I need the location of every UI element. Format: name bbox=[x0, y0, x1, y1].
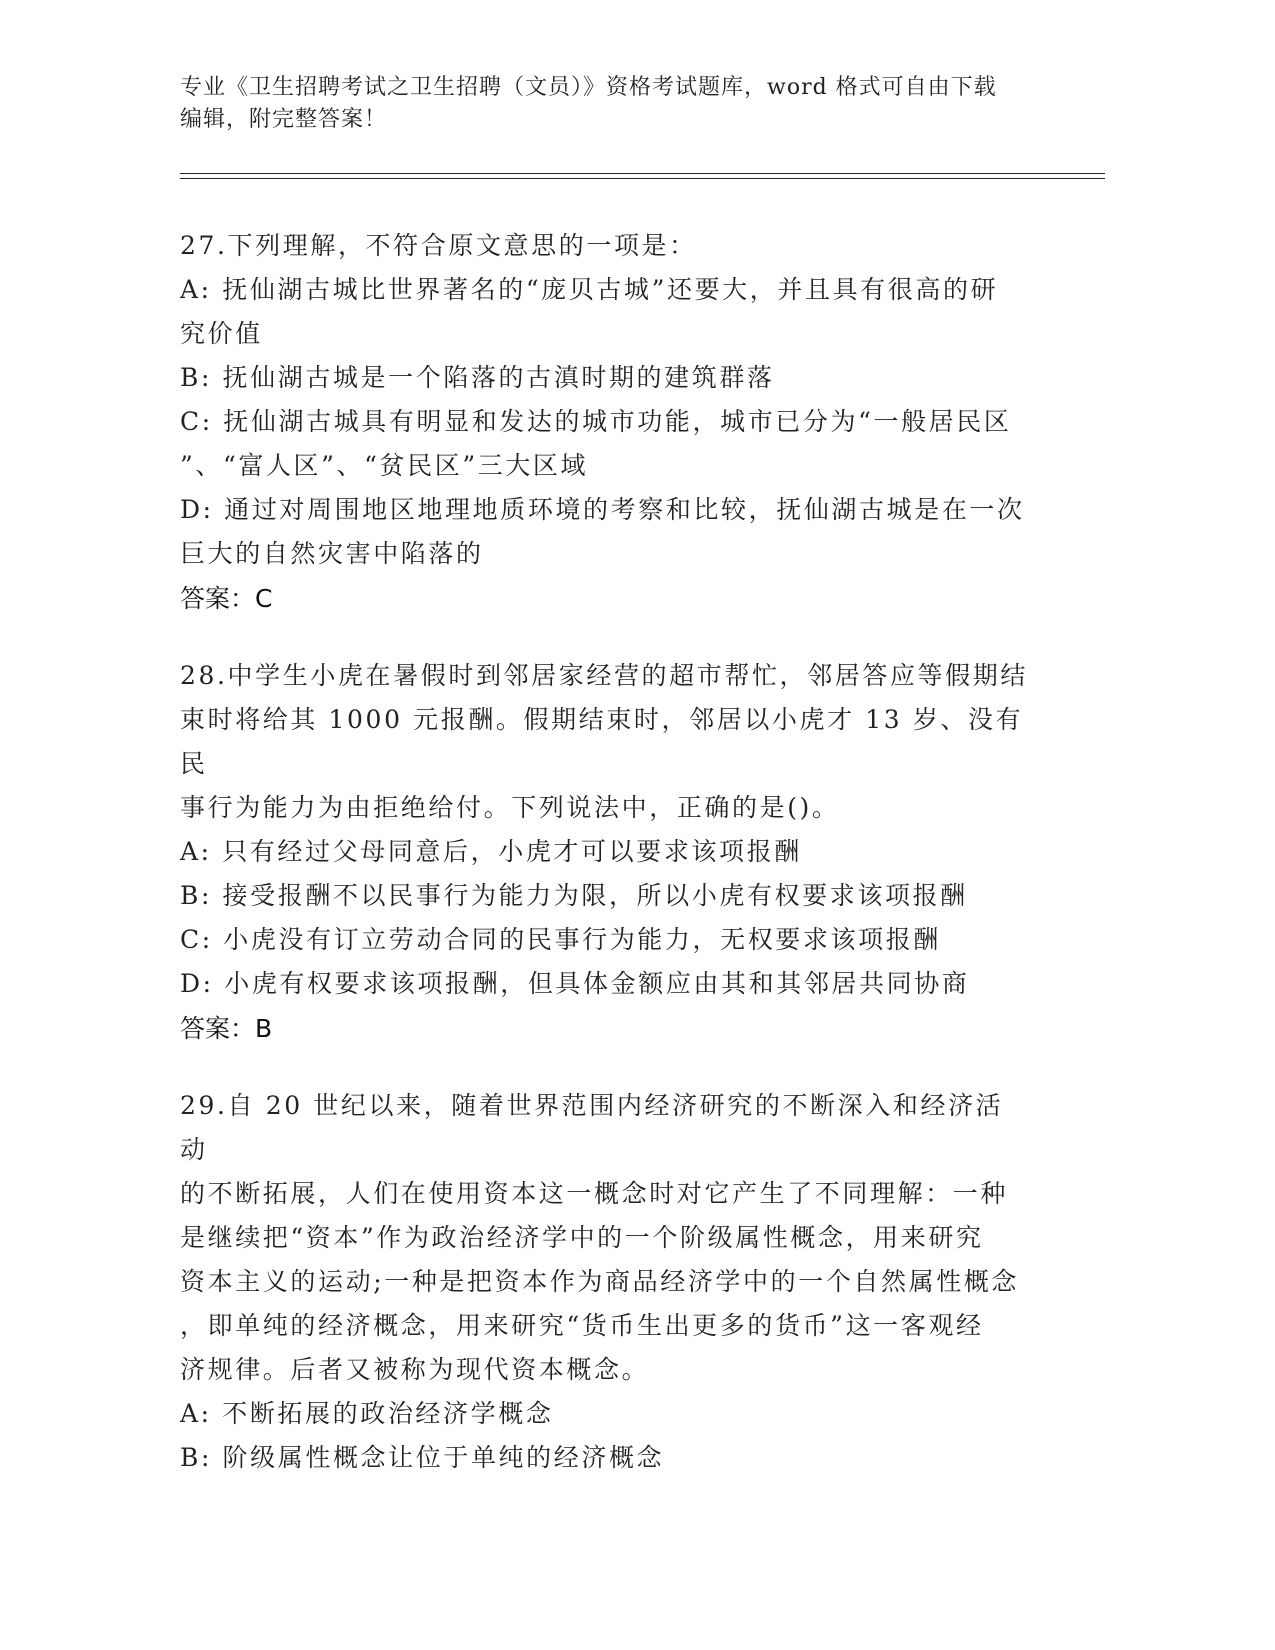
option-d: D: 通过对周围地区地理地质环境的考察和比较，抚仙湖古城是在一次 bbox=[180, 495, 1025, 524]
header-divider-bottom bbox=[180, 178, 1105, 179]
question-28 bbox=[180, 654, 1030, 1052]
answer-label: 答案：B bbox=[180, 1014, 273, 1043]
option-b: B: 接受报酬不以民事行为能力为限，所以小虎有权要求该项报酬 bbox=[180, 881, 968, 910]
option-a: A: 只有经过父母同意后，小虎才可以要求该项报酬 bbox=[180, 837, 802, 866]
question-line: ，即单纯的经济概念，用来研究“货币生出更多的货币”这一客观经 bbox=[180, 1311, 984, 1340]
question-line: 事行为能力为由拒绝给付。下列说法中，正确的是()。 bbox=[180, 793, 840, 822]
answer-label: 答案：C bbox=[180, 584, 273, 613]
question-27 bbox=[180, 224, 1030, 622]
option-d-continued: 巨大的自然灾害中陷落的 bbox=[180, 539, 484, 568]
question-line: 济规律。后者又被称为现代资本概念。 bbox=[180, 1355, 650, 1384]
question-list bbox=[180, 224, 1030, 1512]
question-line: 29.自 20 世纪以来，随着世界范围内经济研究的不断深入和经济活动 bbox=[180, 1091, 1004, 1164]
option-c: C: 抚仙湖古城具有明显和发达的城市功能，城市已分为“一般居民区 bbox=[180, 407, 1012, 436]
header-line-1: 专业《卫生招聘考试之卫生招聘（文员）》资格考试题库，word 格式可自由下载 bbox=[180, 75, 997, 100]
option-b: B: 阶级属性概念让位于单纯的经济概念 bbox=[180, 1443, 665, 1472]
question-line: 是继续把“资本”作为政治经济学中的一个阶级属性概念，用来研究 bbox=[180, 1223, 984, 1252]
option-b: B: 抚仙湖古城是一个陷落的古滇时期的建筑群落 bbox=[180, 363, 775, 392]
question-line: 束时将给其 1000 元报酬。假期结束时，邻居以小虎才 13 岁、没有民 bbox=[180, 705, 1024, 778]
option-a: A: 不断拓展的政治经济学概念 bbox=[180, 1399, 554, 1428]
question-line: 28.中学生小虎在暑假时到邻居家经营的超市帮忙，邻居答应等假期结 bbox=[180, 661, 1028, 690]
option-c-continued: ”、“富人区”、“贫民区”三大区域 bbox=[180, 451, 589, 480]
question-line: 资本主义的运动;一种是把资本作为商品经济学中的一个自然属性概念 bbox=[180, 1267, 1020, 1296]
header-line-2: 编辑，附完整答案！ bbox=[180, 107, 388, 132]
header-divider-top bbox=[180, 173, 1105, 174]
question-line: 27.下列理解，不符合原文意思的一项是： bbox=[180, 231, 697, 260]
option-d: D: 小虎有权要求该项报酬，但具体金额应由其和其邻居共同协商 bbox=[180, 969, 970, 998]
document-header bbox=[180, 72, 1060, 136]
option-a: A: 抚仙湖古城比世界著名的“庞贝古城”还要大，并且具有很高的研 bbox=[180, 275, 999, 304]
option-c: C: 小虎没有订立劳动合同的民事行为能力，无权要求该项报酬 bbox=[180, 925, 941, 954]
question-line: 的不断拓展，人们在使用资本这一概念时对它产生了不同理解：一种 bbox=[180, 1179, 1009, 1208]
option-a-continued: 究价值 bbox=[180, 319, 263, 348]
question-29 bbox=[180, 1084, 1030, 1480]
